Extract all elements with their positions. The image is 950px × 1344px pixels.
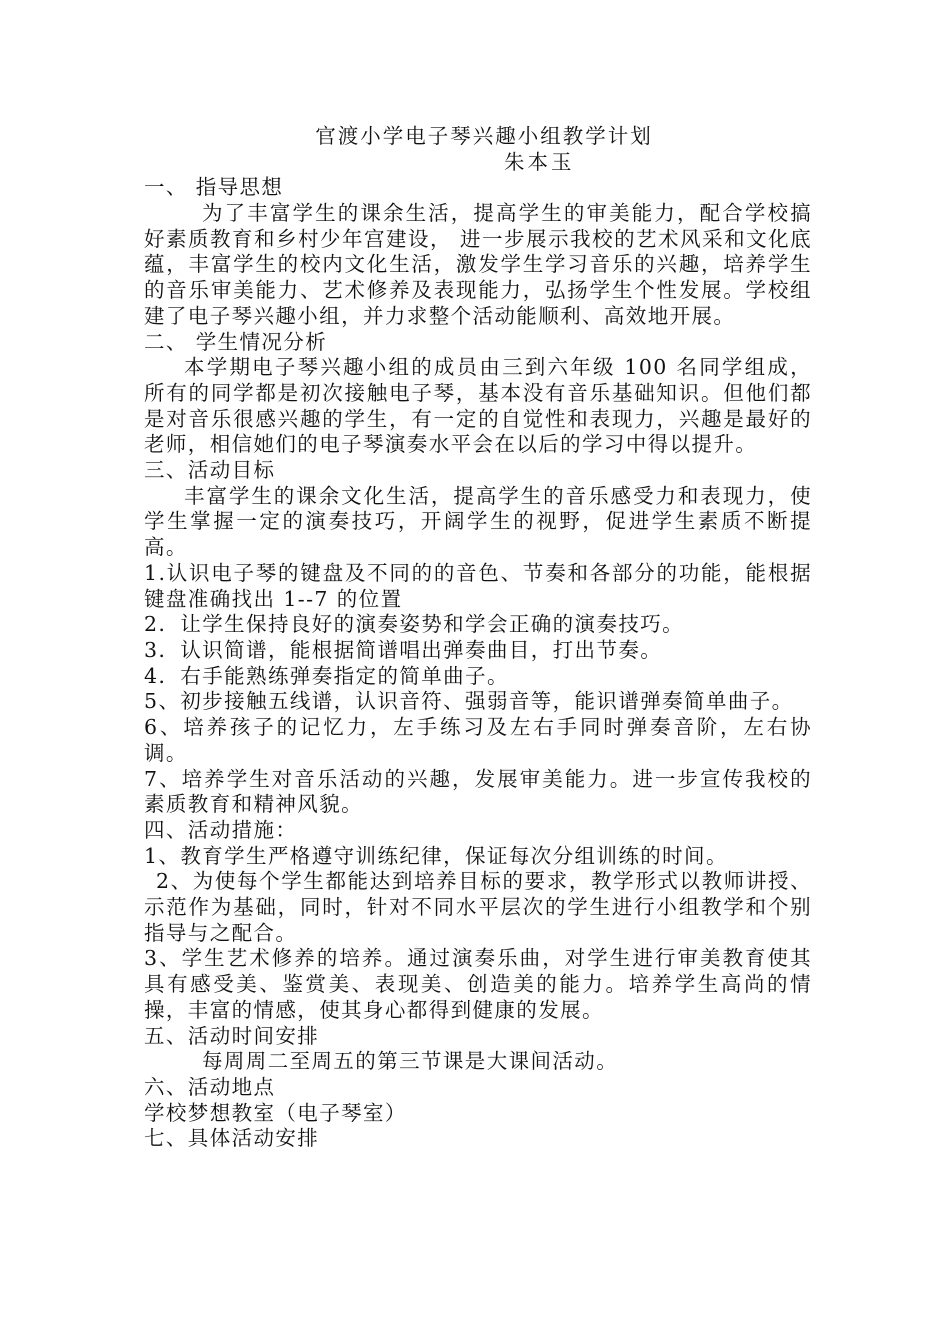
measure-item: 1、教育学生严格遵守训练纪律，保证每次分组训练的时间。 xyxy=(144,843,728,868)
goal-item: 2．让学生保持良好的演奏姿势和学会正确的演奏技巧。 xyxy=(144,612,685,637)
section-body-schedule: 每周周二至周五的第三节课是大课间活动。 xyxy=(202,1049,619,1074)
section-body-location: 学校梦想教室（电子琴室） xyxy=(144,1100,407,1125)
goal-item: 1.认识电子琴的键盘及不同的的音色、节奏和各部分的功能，能根据键盘准确找出 1--7 的位置 xyxy=(144,560,812,611)
section-body-student-analysis: 本学期电子琴兴趣小组的成员由三到六年级 100 名同学组成，所有的同学都是初次接触电子琴，基本没有音乐基础知识。但他们都是对音乐很感兴趣的学生，有一定的自觉性和表现力，兴趣是最好的老师，相信她们的电子琴演奏水平会在以后的学习中得以提升。 xyxy=(144,355,812,457)
section-body-guiding-idea: 为了丰富学生的课余生活，提高学生的审美能力，配合学校搞好素质教育和乡村少年宫建设， 进一步展示我校的艺术风采和文化底蕴，丰富学生的校内文化生活，激发学生学习音乐的兴趣，培养学生的音乐审美能力、艺术修养及表现能力，弘扬学生个性发展。学校组建了电子琴兴趣小组，并力求整个活动能顺利、高效地开展。 xyxy=(144,201,812,328)
goal-item: 7、培养学生对音乐活动的兴趣，发展审美能力。进一步宣传我校的素质教育和精神风貌。 xyxy=(144,766,812,817)
section-heading-activity-measures: 四、活动措施： xyxy=(144,817,298,842)
goal-item: 4．右手能熟练弹奏指定的简单曲子。 xyxy=(144,663,509,688)
section-heading-detailed-plan: 七、具体活动安排 xyxy=(144,1126,320,1151)
section-body-activity-goals: 丰富学生的课余文化生活，提高学生的音乐感受力和表现力，使学生掌握一定的演奏技巧，开阔学生的视野，促进学生素质不断提高。 xyxy=(144,483,812,560)
measure-item: 3、学生艺术修养的培养。通过演奏乐曲，对学生进行审美教育使其具有感受美、鉴赏美、表现美、创造美的能力。培养学生高尚的情操，丰富的情感，使其身心都得到健康的发展。 xyxy=(144,946,812,1022)
goal-item: 5、初步接触五线谱，认识音符、强弱音等，能识谱弹奏简单曲子。 xyxy=(144,689,794,714)
goal-item: 3．认识简谱，能根据简谱唱出弹奏曲目，打出节奏。 xyxy=(144,637,663,662)
section-heading-student-analysis: 二、 学生情况分析 xyxy=(144,329,328,354)
section-heading-schedule: 五、活动时间安排 xyxy=(144,1023,320,1048)
document-author: 朱本玉 xyxy=(504,149,575,174)
document-title: 官渡小学电子琴兴趣小组教学计划 xyxy=(315,124,653,148)
section-heading-activity-goals: 三、活动目标 xyxy=(144,458,276,483)
section-heading-guiding-idea: 一、 指导思想 xyxy=(144,175,284,200)
goal-item: 6、培养孩子的记忆力，左手练习及左右手同时弹奏音阶，左右协调。 xyxy=(144,715,812,765)
section-heading-location: 六、活动地点 xyxy=(144,1074,276,1099)
measure-item: 2、为使每个学生都能达到培养目标的要求，教学形式以教师讲授、示范作为基础，同时，针对不同水平层次的学生进行小组教学和个别指导与之配合。 xyxy=(144,869,812,945)
document-page xyxy=(144,124,812,1152)
